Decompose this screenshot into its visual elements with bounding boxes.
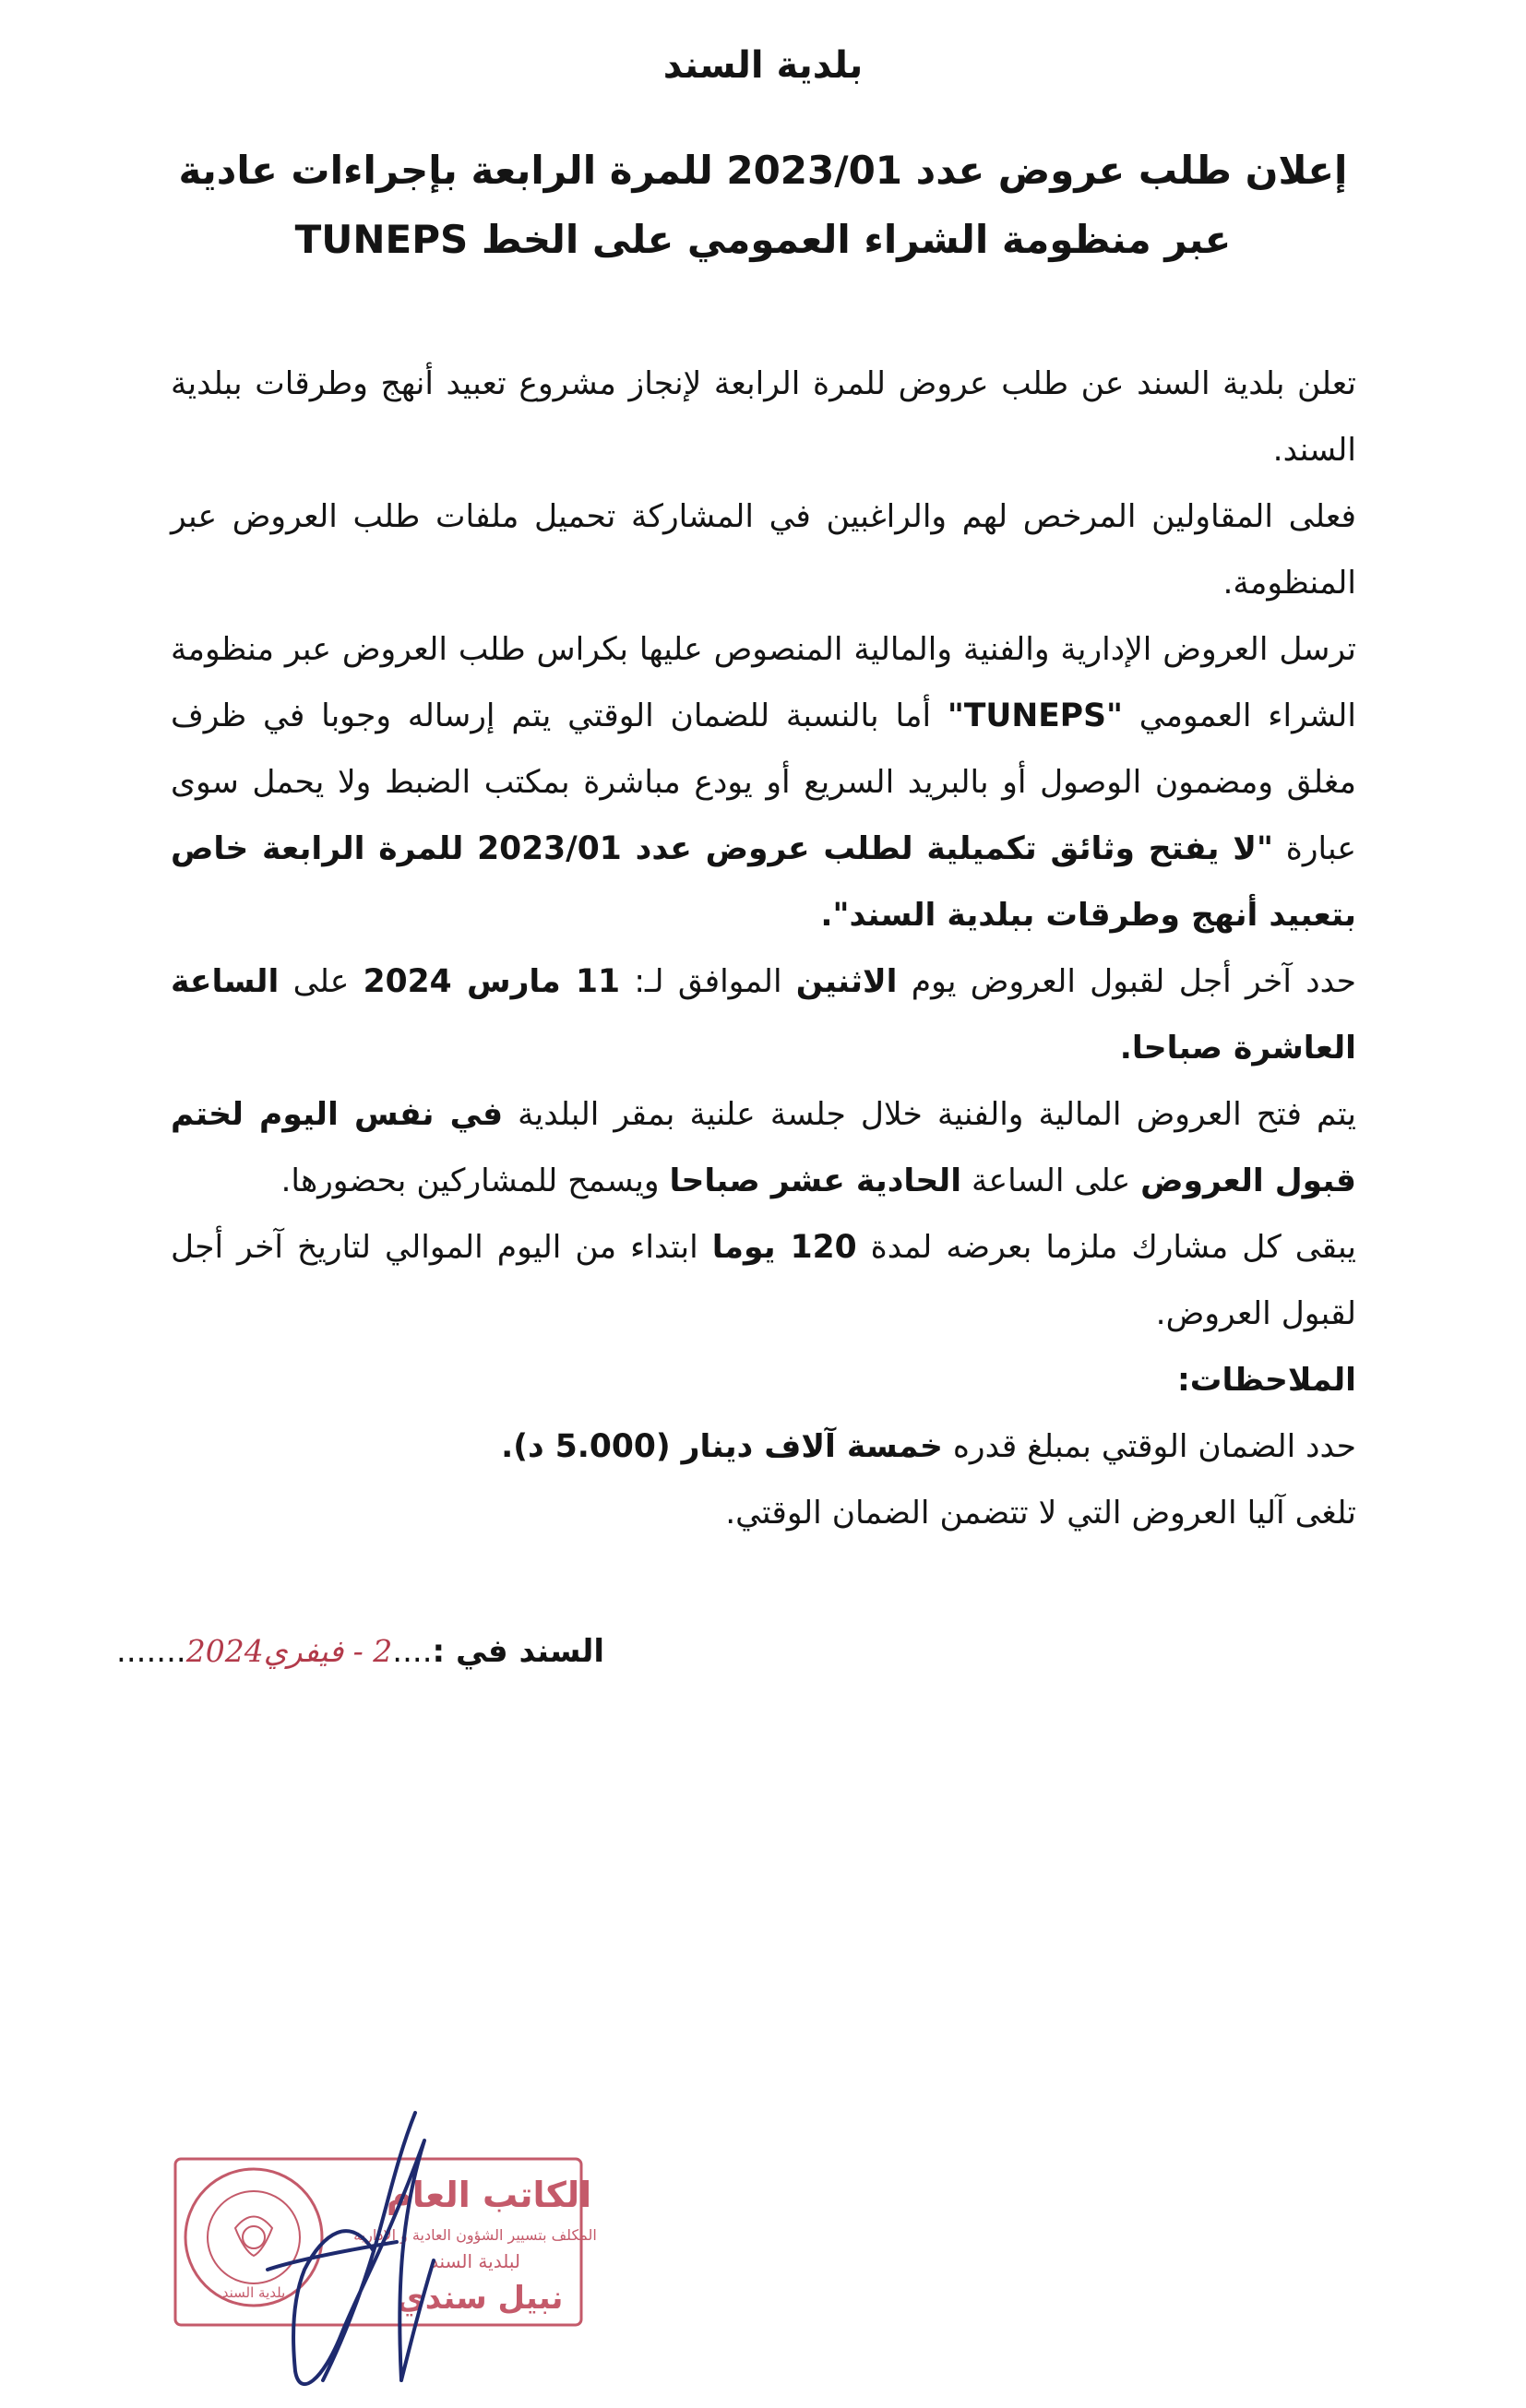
handwritten-month: فيفري: [263, 1633, 344, 1669]
paragraph-validity: يبقى كل مشارك ملزما بعرضه لمدة 120 يوما ابتداء من اليوم الموالي لتاريخ آخر أجل لقبول العروض.: [171, 1229, 1356, 1332]
place-and-date: السند في :....2 - فيفري2024.......: [116, 1633, 604, 1670]
validity-period: 120 يوما: [711, 1229, 857, 1266]
seal-label: بلدية السند: [221, 2284, 286, 2301]
paragraph-opening: يتم فتح العروض المالية والفنية خلال جلسة علنية بمقر البلدية في نفس اليوم لختم قبول العروض على الساعة الحادية عشر صباحا ويسمح للمشاركين بحضورها.: [171, 1096, 1356, 1199]
paragraph-download: فعلى المقاولين المرخص لهم والراغبين في المشاركة تحميل ملفات طلب العروض عبر المنظومة.: [171, 498, 1356, 602]
opening-time: الحادية عشر صباحا: [669, 1162, 962, 1199]
notes-heading: الملاحظات:: [1177, 1362, 1356, 1399]
guarantee-amount: خمسة آلاف دينار (5.000 د).: [501, 1428, 943, 1465]
paragraph-deadline: حدد آخر أجل لقبول العروض يوم الاثنين الموافق لـ: 11 مارس 2024 على الساعة العاشرة صباحا.: [171, 963, 1357, 1067]
paragraph-submission: ترسل العروض الإدارية والفنية والمالية المنصوص عليها بكراس طلب العروض عبر منظومة الشراء العمومي "TUNEPS" أما بالنسبة للضمان الوقتي يتم إرساله وجوبا في ظرف مغلق ومضمون الوصول أو بالبريد السريع أو يودع مباشرة بمكتب الضبط ولا يحمل سوى عبارة "لا يفتح وثائق تكميلية لطلب عروض عدد 2023/01 للمرة الرابعة خاص بتعبيد أنهج وطرقات ببلدية السند".: [171, 631, 1356, 934]
deadline-day: الاثنين: [795, 963, 898, 1000]
tuneps-label: "TUNEPS": [947, 697, 1123, 734]
note-rejection: تلغى آليا العروض التي لا تتضمن الضمان الوقتي.: [725, 1495, 1356, 1532]
deadline-time: الساعة العاشرة صباحا.: [171, 963, 1356, 1067]
place-label: السند في :: [432, 1633, 604, 1670]
announcement-title-line2: عبر منظومة الشراء العمومي على الخط TUNEPS: [294, 217, 1232, 262]
handwritten-year: 2024: [185, 1633, 264, 1669]
announcement-title-line1: إعلان طلب عروض عدد 2023/01 للمرة الرابعة بإجراءات عادية: [178, 148, 1348, 193]
stamp-name: نبيل سندي: [396, 2280, 564, 2317]
note-guarantee: حدد الضمان الوقتي بمبلغ قدره خمسة آلاف دينار (5.000 د).: [501, 1428, 1356, 1465]
paragraph-intro: تعلن بلدية السند عن طلب عروض للمرة الرابعة لإنجاز مشروع تعبيد أنهج وطرقات ببلدية السند.: [171, 365, 1356, 469]
handwritten-signature: [212, 2104, 489, 2408]
stamp-role: المكلف بتسيير الشؤون العادية و الإدارية: [353, 2226, 597, 2244]
envelope-mention: "لا يفتح وثائق تكميلية لطلب عروض عدد 2023/01 للمرة الرابعة خاص بتعبيد أنهج وطرقات ببلدية السند".: [171, 830, 1356, 934]
stamp-municipality: لبلدية السند: [430, 2250, 520, 2272]
handwritten-day: 2: [373, 1633, 393, 1669]
organization-name: بلدية السند: [662, 44, 864, 87]
deadline-date: 11 مارس 2024: [363, 963, 621, 1000]
announcement-body: [171, 351, 1356, 1546]
stamp-title: الكاتب العام: [386, 2175, 592, 2215]
